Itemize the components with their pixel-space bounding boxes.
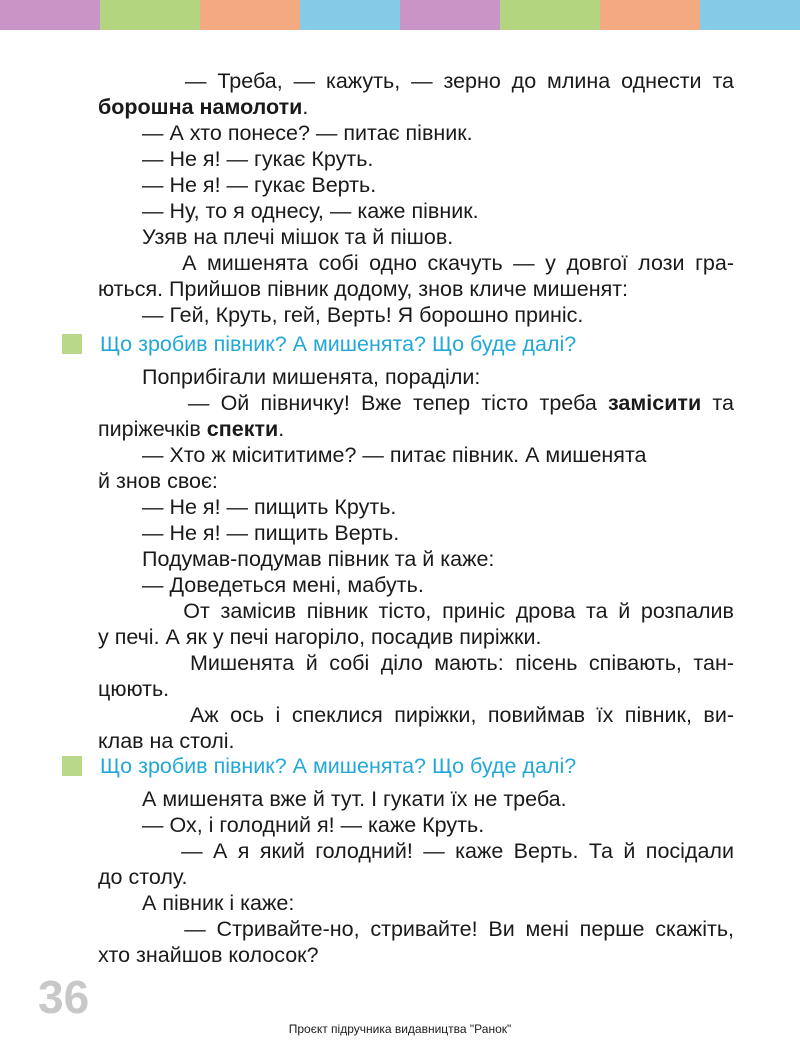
paragraph-line: От замісив півник тісто, приніс дрова та й розпалив [183, 599, 734, 623]
paragraph-line: ються. Прийшов півник додому, знов кличе мишенят: [98, 277, 629, 301]
paragraph-line: — Ой півничку! Вже тепер тісто треба замісити та [187, 391, 734, 415]
question-marker-icon [62, 756, 82, 776]
paragraph-line: Поприбігали мишенята, порадiли: [142, 365, 481, 389]
paragraph-line: — Не я! — пищить Круть. [142, 495, 397, 519]
paragraph-line: клав на столі. [98, 729, 235, 753]
bold-term: замісити [608, 391, 702, 415]
paragraph-line: А мишенята собі одно скачуть — у довгої лози гра- [182, 251, 734, 275]
paragraph-line: у печі. А як у печі нагоріло, посадив пиріжки. [98, 625, 542, 649]
paragraph-line: цюють. [98, 677, 170, 701]
paragraph-line: Подумав-подумав півник та й каже: [142, 547, 495, 571]
paragraph-line: — Хто ж місититиме? — питає півник. А мишенята [142, 443, 647, 467]
paragraph-line: — Не я! — пищить Верть. [142, 521, 400, 545]
page-number: 36 [38, 971, 90, 1023]
paragraph-line: — А я який голодний! — каже Верть. Та й посідали [181, 839, 734, 863]
paragraph-line: Мишенята й собі діло мають: пісень співають, тан- [190, 651, 734, 675]
footer-credit: Проєкт підручника видавництва "Ранок" [288, 1022, 512, 1036]
paragraph-line: й знов своє: [98, 469, 218, 493]
bold-term: спекти [206, 417, 279, 441]
paragraph-line: — Ох, і голодний я! — каже Круть. [142, 813, 485, 837]
paragraph-line: А півник і каже: [142, 891, 295, 915]
paragraph-line: Аж ось і спеклися пиріжки, повиймав їх півник, ви- [189, 703, 734, 727]
paragraph-line: до столу. [98, 865, 188, 889]
paragraph-line: борошна намолоти. [98, 95, 309, 119]
strip-segment [0, 0, 100, 30]
strip-segment [700, 0, 800, 30]
paragraph-line: — Стривайте-но, стривайте! Ви мені перше скажіть, [184, 917, 734, 941]
paragraph-line: — А хто понесе? — питає півник. [142, 121, 473, 145]
paragraph-line: — Доведеться мені, мабуть. [142, 573, 424, 597]
paragraph-line: — Гей, Круть, гей, Верть! Я борошно приніс. [142, 303, 584, 327]
paragraph-line: — Треба, — кажуть, — зерно до млина однести та [185, 69, 735, 93]
strip-segment [600, 0, 700, 30]
paragraph-line: хто знайшов колосок? [98, 943, 319, 967]
question-text: Що зробив півник? А мишенята? Що буде далі? [100, 332, 577, 356]
strip-segment [200, 0, 300, 30]
top-color-strip [0, 0, 800, 30]
question-marker-icon [62, 334, 82, 354]
strip-segment [400, 0, 500, 30]
question-row [62, 753, 576, 779]
paragraph-line: А мишенята вже й тут. І гукати їх не треба. [142, 787, 567, 811]
strip-segment [500, 0, 600, 30]
paragraph-line: Узяв на плечі мішок та й пішов. [142, 225, 454, 249]
strip-segment [300, 0, 400, 30]
strip-segment [100, 0, 200, 30]
paragraph-line: — Не я! — гукає Круть. [142, 147, 374, 171]
paragraph-line: — Не я! — гукає Верть. [142, 173, 377, 197]
paragraph-line: пиріжечків спекти. [98, 417, 285, 441]
paragraph-line: — Ну, то я однесу, — каже півник. [142, 199, 479, 223]
bold-term: борошна намолоти [98, 95, 303, 119]
question-row [62, 331, 576, 357]
question-text: Що зробив півник? А мишенята? Що буде далі? [100, 754, 577, 778]
